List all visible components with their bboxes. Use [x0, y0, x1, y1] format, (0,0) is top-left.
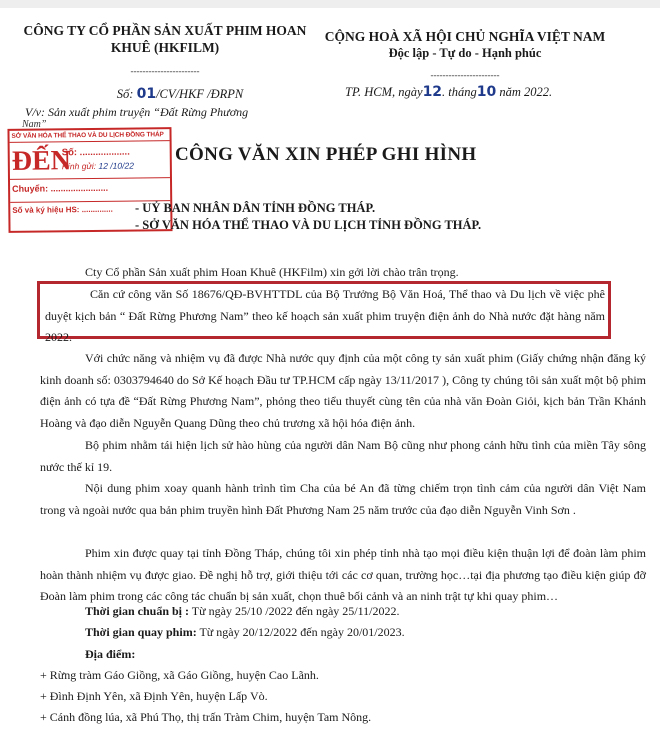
divider-right: ----------------------- — [430, 70, 500, 80]
ref-prefix: Số: — [116, 87, 137, 101]
received-stamp — [7, 127, 172, 233]
prep-schedule — [85, 604, 400, 619]
basis-paragraph — [45, 284, 605, 349]
stamp-kinh-gui: Kính gửi: — [61, 160, 97, 172]
company-name — [20, 22, 310, 56]
subject-line — [25, 106, 305, 119]
ref-number-handwritten: 01 — [136, 86, 157, 102]
recipient-1: - UỶ BAN NHÂN DÂN TỈNH ĐỒNG THÁP. — [135, 201, 376, 215]
place-date — [345, 84, 645, 100]
stamp-divider — [10, 177, 170, 180]
function-text: Với chức năng và nhiệm vụ đã được Nhà nước quy định của một công ty sản xuất phim (Giấy chứng nhận đăng ký kinh doanh số: 0303794640 do Sở Kế hoạch Đầu tư TP.HCM cấp ngày 13/11/2017 ), Công ty chúng tôi sản xuất một bộ phim điện ảnh có tựa đề “Đất Rừng Phương Nam”, phỏng theo tiểu thuyết cùng tên của nhà văn Đoàn Giỏi, kịch bản Trần Khánh Hoàng và đạo diễn Nguyễn Quang Dũng theo chủ trương xã hội hóa điện ảnh. — [40, 351, 646, 430]
document-title: CÔNG VĂN XIN PHÉP GHI HÌNH — [175, 144, 477, 165]
content-paragraph — [40, 478, 646, 521]
locations-label: Địa điểm: — [85, 647, 136, 661]
content-text: Nội dung phim xoay quanh hành trình tìm Cha của bé An đã từng chiếm trọn tình cảm của người dân Việt Nam trong và ngoài nước qua bản phim truyền hình Đất Phương Nam 25 năm trước của đạo diễn Nguyễn Vinh Sơn . — [40, 481, 646, 517]
ref-suffix: /CV/HKF /ĐRPN — [156, 87, 244, 101]
stamp-ngay — [62, 161, 134, 172]
company-name-line1: CÔNG TY CỔ PHẦN SẢN XUẤT PHIM HOAN — [23, 23, 307, 38]
day-handwritten: 12 — [422, 84, 443, 100]
shoot-schedule — [85, 625, 405, 640]
function-paragraph — [40, 348, 646, 434]
basis-text: Căn cứ công văn Số 18676/QĐ-BVHTTDL của Bộ Trưởng Bộ Văn Hoá, Thể thao và Du lịch về việc phê duyệt kịch bản “ Đất Rừng Phương Nam” theo kế hoạch sản xuất phim truyện điện ảnh do Nhà nước đặt hàng năm 2022. — [45, 287, 605, 344]
subject-line2: Nam” — [22, 119, 47, 130]
divider-left: ----------------------- — [130, 66, 200, 76]
scan-top-edge — [0, 0, 660, 8]
stamp-so: Số: ................... — [61, 146, 130, 159]
subject-line1: V/v: Sản xuất phim truyện “Đất Rừng Phương — [25, 105, 249, 119]
greeting-text: Cty Cổ phần Sản xuất phim Hoan Khuê (HKFilm) xin gởi lời chào trân trọng. — [85, 265, 459, 279]
shoot-label: Thời gian quay phim: — [85, 625, 197, 639]
stamp-organization: SỞ VĂN HÓA THỂ THAO VÀ DU LỊCH ĐỒNG THÁP — [9, 129, 169, 143]
month-label: . tháng — [442, 85, 477, 99]
stamp-so-ky-hieu: Số và ký hiệu HS: .............. — [12, 204, 113, 215]
stamp-date-handwritten: 12 /10/22 — [98, 160, 134, 171]
shoot-value: Từ ngày 20/12/2022 đến ngày 20/01/2023. — [196, 625, 405, 639]
prep-label: Thời gian chuẩn bị : — [85, 604, 190, 618]
nation-heading: CỘNG HOÀ XÃ HỘI CHỦ NGHĨA VIỆT NAM — [324, 29, 606, 44]
nation-motto: Độc lập - Tự do - Hạnh phúc — [388, 46, 542, 60]
month-handwritten: 10 — [476, 84, 497, 100]
stamp-den: ĐẾN — [11, 145, 72, 177]
stamp-chuyen: Chuyển: ....................... — [12, 182, 109, 194]
year-text: năm 2022. — [496, 85, 553, 99]
request-text: Phim xin được quay tại tỉnh Đồng Tháp, chúng tôi xin phép tỉnh nhà tạo mọi điều kiện thuận lợi để đoàn làm phim hoàn thành nhiệm vụ được giao. Đề nghị hỗ trợ, giới thiệu tới các cơ quan, trường học…tại địa phương tạo điều kiện giúp đỡ Đoàn làm phim trong các công tác chuẩn bị sản xuất, chọn thuê bối cảnh và an ninh trật tự khi quay phim… — [40, 546, 646, 603]
prep-value: Từ ngày 25/10 /2022 đến ngày 25/11/2022. — [189, 604, 400, 618]
reference-number — [60, 86, 300, 102]
aim-paragraph — [40, 435, 646, 478]
location-item: + Đình Định Yên, xã Định Yên, huyện Lấp Vò. — [40, 689, 268, 703]
place-prefix: TP. HCM, ngày — [345, 85, 423, 99]
company-name-line2: KHUÊ (HKFILM) — [110, 40, 220, 55]
location-item: + Cánh đồng lúa, xã Phú Thọ, thị trấn Tràm Chim, huyện Tam Nông. — [40, 710, 372, 724]
aim-text: Bộ phim nhằm tái hiện lịch sử hào hùng của người dân Nam Bộ cũng như phong cảnh hữu tình của miền Tây sông nước thế kỉ 19. — [40, 438, 646, 474]
request-paragraph — [40, 543, 646, 608]
location-item: + Rừng tràm Gáo Giồng, xã Gáo Giồng, huyện Cao Lãnh. — [40, 668, 319, 682]
recipient-2: - SỞ VĂN HÓA THỂ THAO VÀ DU LỊCH TỈNH ĐỒNG THÁP. — [135, 218, 482, 232]
